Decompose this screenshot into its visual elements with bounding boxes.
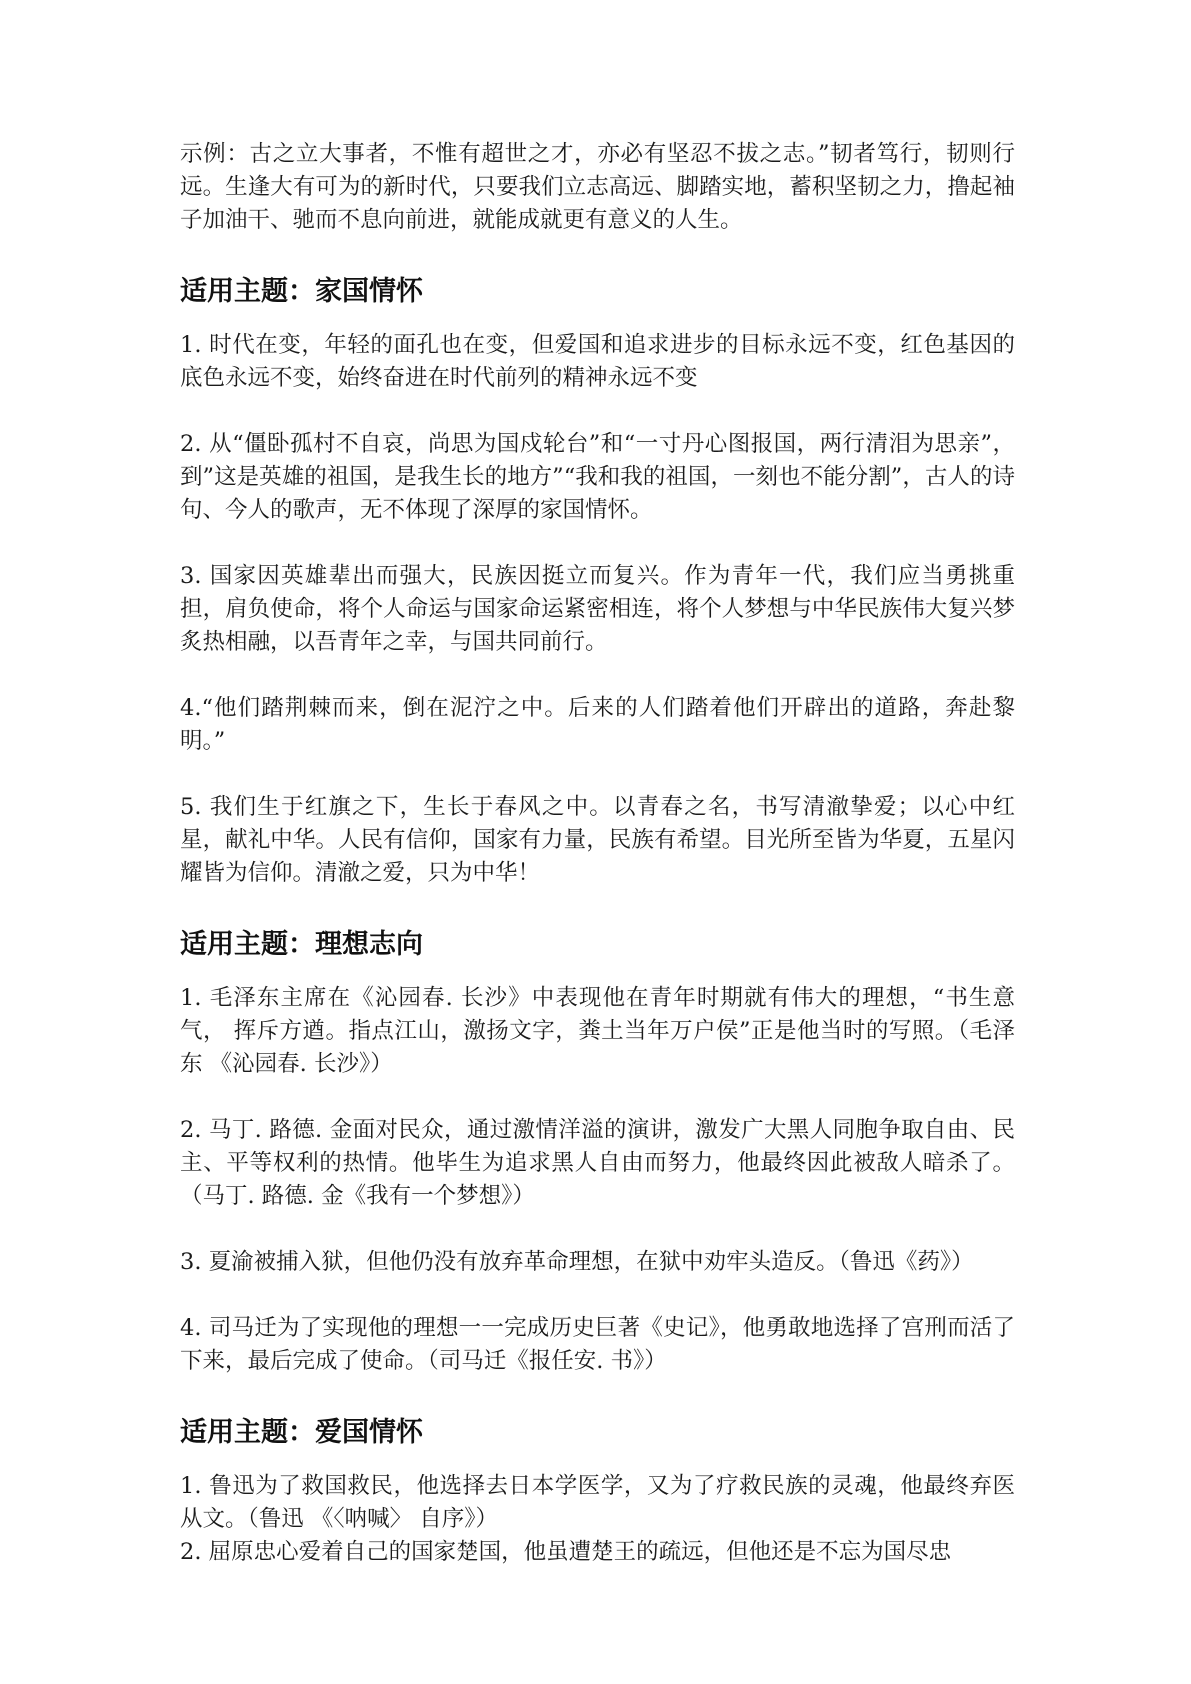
list-item: 1. 时代在变，年轻的面孔也在变，但爱国和追求进步的目标永远不变，红色基因的底色永远不变，始终奋进在时代前列的精神永远不变 — [180, 332, 1015, 391]
list-item: 2. 从“僵卧孤村不自哀，尚思为国戍轮台”和“一寸丹心图报国，两行清泪为思亲”，到”这是英雄的祖国，是我生长的地方”“我和我的祖国，一刻也不能分割”，古人的诗句、今人的歌声，无不体现了深厚的家国情怀。 — [180, 431, 1015, 523]
list-item: 2. 屈原忠心爱着自己的国家楚国，他虽遭楚王的疏远，但他还是不忘为国尽忠 — [180, 1539, 952, 1565]
document-page — [180, 138, 1015, 1569]
list-item: 5. 我们生于红旗之下，生长于春风之中。以青春之名，书写清澈挚爱；以心中红星，献礼中华。人民有信仰，国家有力量，民族有希望。目光所至皆为华夏，五星闪耀皆为信仰。清澈之爱，只为中华！ — [180, 794, 1015, 886]
section-heading-family-country: 适用主题：家国情怀 — [180, 276, 423, 307]
intro-paragraph: 示例：古之立大事者，不惟有超世之才，亦必有坚忍不拔之志。”韧者笃行，韧则行远。生逢大有可为的新时代，只要我们立志高远、脚踏实地，蓄积坚韧之力，撸起袖子加油干、驰而不息向前进，就能成就更有意义的人生。 — [180, 141, 1015, 233]
list-item: 1. 毛泽东主席在《沁园春. 长沙》中表现他在青年时期就有伟大的理想，“书生意气， 挥斥方遒。指点江山，激扬文字，粪土当年万户侯”正是他当时的写照。（毛泽东 《沁园春. 长沙》） — [180, 985, 1015, 1077]
list-item: 1. 鲁迅为了救国救民，他选择去日本学医学，又为了疗救民族的灵魂，他最终弃医从文。（鲁迅 《〈呐喊〉 自序》） — [180, 1473, 1015, 1532]
section-heading-ideals: 适用主题：理想志向 — [180, 929, 423, 960]
list-item: 3. 夏渝被捕入狱，但他仍没有放弃革命理想，在狱中劝牢头造反。（鲁迅《药》） — [180, 1249, 974, 1275]
list-item: 2. 马丁. 路德. 金面对民众，通过激情洋溢的演讲，激发广大黑人同胞争取自由、民主、平等权利的热情。他毕生为追求黑人自由而努力，他最终因此被敌人暗杀了。（马丁. 路德. 金《我有一个梦想》） — [180, 1117, 1015, 1209]
list-item: 4. 司马迁为了实现他的理想一一完成历史巨著《史记》，他勇敢地选择了宫刑而活了下来，最后完成了使命。（司马迁《报任安. 书》） — [180, 1315, 1015, 1374]
list-item: 4.“他们踏荆棘而来，倒在泥泞之中。后来的人们踏着他们开辟出的道路，奔赴黎明。” — [180, 695, 1015, 754]
list-item: 3. 国家因英雄辈出而强大，民族因挺立而复兴。作为青年一代，我们应当勇挑重担，肩负使命，将个人命运与国家命运紧密相连，将个人梦想与中华民族伟大复兴梦炙热相融，以吾青年之幸，与国共同前行。 — [180, 563, 1015, 655]
section-heading-patriotism: 适用主题：爱国情怀 — [180, 1417, 423, 1448]
